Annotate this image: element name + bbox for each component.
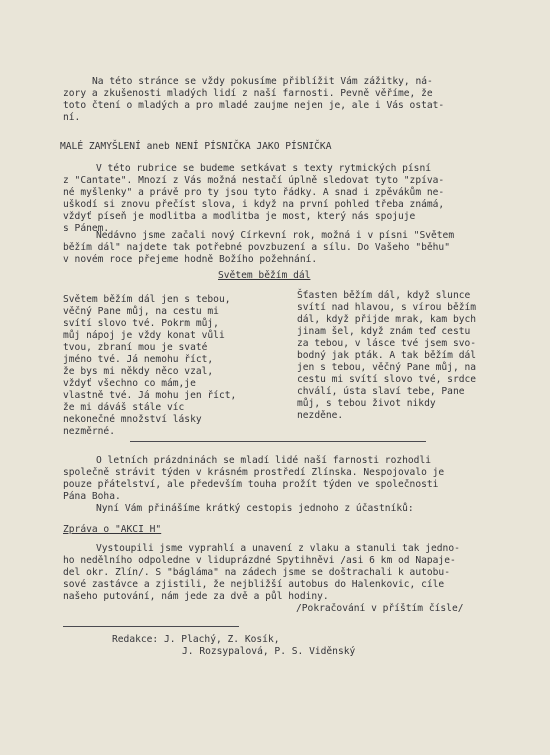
rubric-line: vždyť píseň je modlitba a modlitba je most, který nás spojuje <box>63 211 416 222</box>
section-heading: MALÉ ZAMYŠLENÍ aneb NENÍ PÍSNIČKA JAKO PÍSNIČKA <box>60 141 332 152</box>
song-right-line: bodný jak pták. A tak běžím dál <box>297 350 477 361</box>
song-right-line: svítí nad hlavou, s vírou běžím <box>297 302 477 313</box>
newyear-line: běžím dál" najdete tak potřebné povzbuzení a sílu. Do Vašeho "běhu" <box>63 242 450 253</box>
holiday-line: pouze přátelství, ale především touha prožít týden ve společnosti <box>63 479 439 490</box>
footer-divider <box>63 626 239 627</box>
section-divider <box>130 441 426 442</box>
holiday-line: Pána Boha. <box>63 491 121 502</box>
holiday-line: společně strávit týden v krásném prostředí Zlínska. Nespojovalo je <box>63 467 445 478</box>
report-line: del okr. Zlín/. S "bágláma" na zádech jsme se doštrachali k autobu- <box>63 567 450 578</box>
song-left-line: nekonečné množství lásky <box>63 414 202 425</box>
holiday-line: Nyní Vám přinášíme krátký cestopis jednoho z účastníků: <box>96 503 414 514</box>
editors-line: Redakce: J. Plachý, Z. Kosík, <box>112 634 280 645</box>
continued-note: /Pokračování v příštím čísle/ <box>296 603 464 614</box>
song-right-line: Šťasten běžím dál, když slunce <box>297 290 471 301</box>
song-left-line: svítí slovo tvé. Pokrm můj, <box>63 318 219 329</box>
editors-line: J. Rozsypalová, P. S. Viděnský <box>182 646 356 657</box>
song-left-line: jméno tvé. Já nemohu říct, <box>63 354 214 365</box>
holiday-line: O letních prázdninách se mladí lidé naší farnosti rozhodli <box>96 455 432 466</box>
intro-line: zory a zkušenosti mladých lidí z naší farnosti. Pevně věříme, že <box>63 88 433 99</box>
intro-line: Na této stránce se vždy pokusíme přiblížit Vám zážitky, ná- <box>92 76 433 87</box>
song-left-line: vlastně tvé. Já mohu jen říct, <box>63 390 237 401</box>
song-right-line: za tebou, v lásce tvé jsem svo- <box>297 338 477 349</box>
song-right-line: jen s tebou, věčný Pane můj, na <box>297 362 477 373</box>
song-left-line: věčný Pane můj, na cestu mi <box>63 306 219 317</box>
newyear-line: Nedávno jsme začali nový Církevní rok, možná i v písni "Světem <box>96 230 455 241</box>
song-right-line: nezděne. <box>297 410 344 421</box>
song-left-line: můj nápoj je vždy konat vůli <box>63 330 225 341</box>
report-line: sové zastávce a zjistili, že nejbližší autobus do Halenkovic, cíle <box>63 579 445 590</box>
song-right-line: jinam šel, když znám teď cestu <box>297 326 471 337</box>
rubric-line: né myšlenky" a právě pro ty jsou tyto řádky. A snad i zpěvákům ne- <box>63 187 445 198</box>
song-title: Světem běžím dál <box>218 270 311 281</box>
rubric-line: z "Cantate". Mnozí z Vás možná nestačí úplně sledovat tyto "zpíva- <box>63 175 445 186</box>
song-left-line: tvou, zbraní mou je svaté <box>63 342 208 353</box>
song-left-line: vždyť všechno co mám,je <box>63 378 196 389</box>
song-left-line: že bys mi někdy něco vzal, <box>63 366 214 377</box>
song-left-line: Světem běžím dál jen s tebou, <box>63 294 231 305</box>
song-left-line: že mi dáváš stále víc <box>63 402 185 413</box>
intro-line: ní. <box>63 112 81 123</box>
newyear-line: v novém roce přejeme hodně Božího požehnání. <box>63 254 318 265</box>
song-left-line: nezměrné. <box>63 426 115 437</box>
rubric-line: V této rubrice se budeme setkávat s texty rytmických písní <box>96 163 432 174</box>
intro-line: toto čtení o mladých a pro mladé zaujme nejen je, ale i Vás ostat- <box>63 100 445 111</box>
song-right-line: cestu mi svítí slovo tvé, srdce <box>297 374 477 385</box>
rubric-line: s Pánem. <box>63 223 110 234</box>
rubric-line: uškodí si znovu přečíst slova, i když na první pohled třeba známá, <box>63 199 445 210</box>
song-right-line: dál, když přijde mrak, kam bych <box>297 314 477 325</box>
report-line: Vystoupili jsme vyprahlí a unavení z vlaku a stanuli tak jedno- <box>96 543 460 554</box>
report-line: našeho putování, nám jede za dvě a půl hodiny. <box>63 591 329 602</box>
report-title: Zpráva o "AKCI H" <box>63 524 162 535</box>
song-right-line: můj, s tebou život nikdy <box>297 398 436 409</box>
song-right-line: chválí, ústa slaví tebe, Pane <box>297 386 465 397</box>
report-line: ho nedělního odpoledne v liduprázdné Spytihněvi /asi 6 km od Napaje- <box>63 555 456 566</box>
